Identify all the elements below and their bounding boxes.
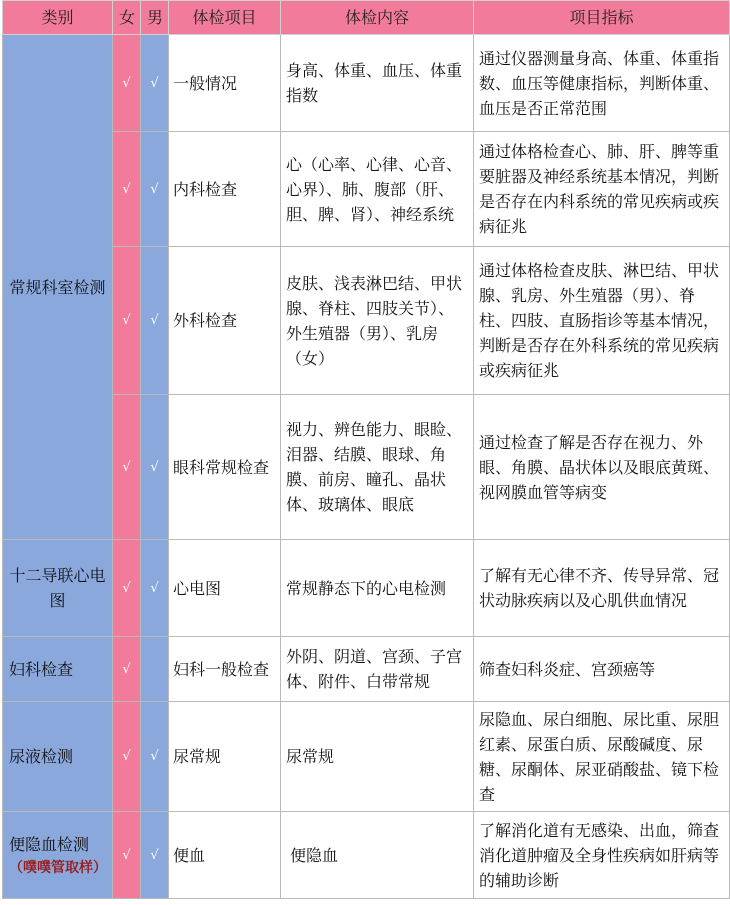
indicator-cell: 通过体格检查皮肤、淋巴结、甲状腺、乳房、外生殖器（男）、脊柱、四肢、直肠指诊等基本情况，判断是否存在外科系统的常见疾病或疾病征兆 xyxy=(474,247,730,395)
item-cell: 尿常规 xyxy=(169,702,281,812)
indicator-cell: 通过体格检查心、肺、肝、脾等重要脏器及神经系统基本情况，判断是否存在内科系统的常见疾病或疾病征兆 xyxy=(474,132,730,247)
header-item: 体检项目 xyxy=(169,1,281,35)
table-row xyxy=(3,132,730,247)
male-check: √ xyxy=(141,247,169,395)
male-check: √ xyxy=(141,35,169,132)
item-cell: 便血 xyxy=(169,812,281,899)
content-cell: 身高、体重、血压、体重指数 xyxy=(281,35,474,132)
category-label: 便隐血检测 xyxy=(9,834,90,854)
male-check: √ xyxy=(141,132,169,247)
male-check: √ xyxy=(141,812,169,899)
item-cell: 心电图 xyxy=(169,540,281,637)
category-cell: 尿液检测 xyxy=(3,702,113,812)
item-cell: 一般情况 xyxy=(169,35,281,132)
item-cell: 外科检查 xyxy=(169,247,281,395)
female-check: √ xyxy=(113,132,141,247)
header-content: 体检内容 xyxy=(281,1,474,35)
male-check: √ xyxy=(141,702,169,812)
item-cell: 内科检查 xyxy=(169,132,281,247)
indicator-cell: 筛查妇科炎症、宫颈癌等 xyxy=(474,637,730,702)
indicator-cell: 尿隐血、尿白细胞、尿比重、尿胆红素、尿蛋白质、尿酸碱度、尿糖、尿酮体、尿亚硝酸盐、镜下检查 xyxy=(474,702,730,812)
indicator-cell: 通过检查了解是否存在视力、外眼、角膜、晶状体以及眼底黄斑、视网膜血管等病变 xyxy=(474,395,730,540)
header-female: 女 xyxy=(113,1,141,35)
table-row xyxy=(3,540,730,637)
header-row xyxy=(3,1,730,35)
header-category: 类别 xyxy=(3,1,113,35)
female-check: √ xyxy=(113,702,141,812)
category-cell: 十二导联心电图 xyxy=(3,540,113,637)
content-cell: 便隐血 xyxy=(281,812,474,899)
exam-table xyxy=(2,0,730,899)
female-check: √ xyxy=(113,35,141,132)
female-check: √ xyxy=(113,812,141,899)
category-cell: 常规科室检测 xyxy=(3,35,113,540)
female-check: √ xyxy=(113,395,141,540)
indicator-cell: 通过仪器测量身高、体重、体重指数、血压等健康指标，判断体重、血压是否正常范围 xyxy=(474,35,730,132)
female-check: √ xyxy=(113,637,141,702)
table-row xyxy=(3,35,730,132)
table-row xyxy=(3,637,730,702)
table-row xyxy=(3,395,730,540)
content-cell: 外阴、阴道、宫颈、子宫体、附件、白带常规 xyxy=(281,637,474,702)
indicator-cell: 了解消化道有无感染、出血，筛查消化道肿瘤及全身性疾病如肝病等的辅助诊断 xyxy=(474,812,730,899)
category-cell xyxy=(3,812,113,899)
table-row xyxy=(3,702,730,812)
female-check: √ xyxy=(113,540,141,637)
content-cell: 尿常规 xyxy=(281,702,474,812)
male-check: √ xyxy=(141,395,169,540)
header-indicator: 项目指标 xyxy=(474,1,730,35)
table-row xyxy=(3,247,730,395)
sampling-note: （噗噗管取样） xyxy=(9,859,107,876)
item-cell: 眼科常规检查 xyxy=(169,395,281,540)
indicator-cell: 了解有无心律不齐、传导异常、冠状动脉疾病以及心肌供血情况 xyxy=(474,540,730,637)
content-cell: 视力、辨色能力、眼睑、泪器、结膜、眼球、角膜、前房、瞳孔、晶状体、玻璃体、眼底 xyxy=(281,395,474,540)
item-cell: 妇科一般检查 xyxy=(169,637,281,702)
category-cell: 妇科检查 xyxy=(3,637,113,702)
female-check: √ xyxy=(113,247,141,395)
table-row xyxy=(3,812,730,899)
male-check: √ xyxy=(141,540,169,637)
content-cell: 常规静态下的心电检测 xyxy=(281,540,474,637)
male-check-empty xyxy=(141,637,169,702)
content-cell: 心（心率、心律、心音、心界）、肺、腹部（肝、胆、脾、肾）、神经系统 xyxy=(281,132,474,247)
header-male: 男 xyxy=(141,1,169,35)
content-cell: 皮肤、浅表淋巴结、甲状腺、脊柱、四肢关节）、外生殖器（男）、乳房（女） xyxy=(281,247,474,395)
